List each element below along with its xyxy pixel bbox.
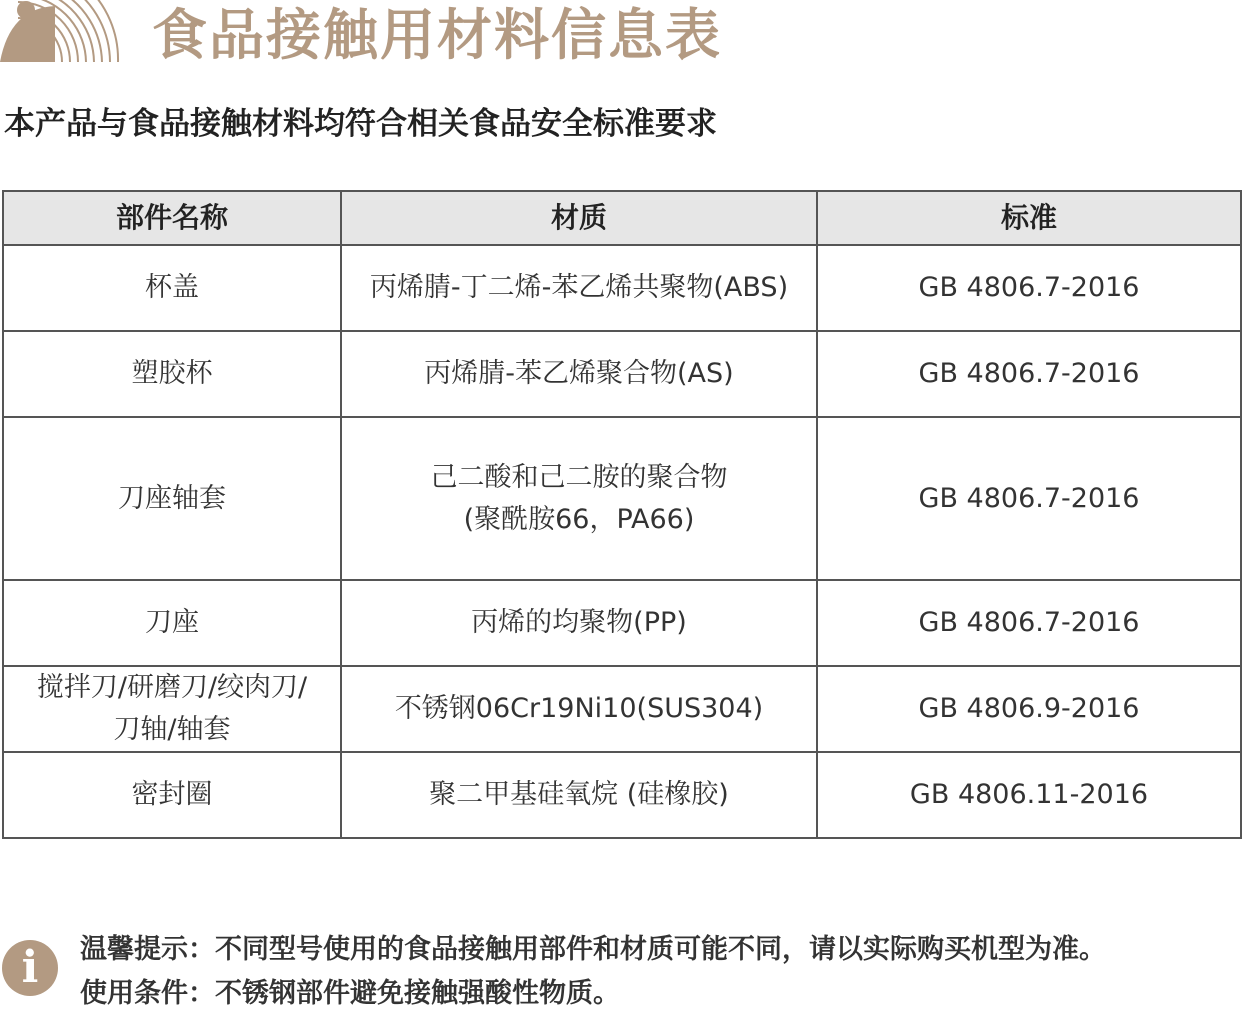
part-cell: 密封圈 (3, 752, 341, 838)
part-cell: 塑胶杯 (3, 331, 341, 417)
table-row (3, 331, 1241, 417)
part-line: 刀轴/轴套 (113, 714, 231, 745)
page-title: 食品接触用材料信息表 (152, 3, 723, 67)
part-cell: 杯盖 (3, 245, 341, 331)
table-row (3, 245, 1241, 331)
material-cell: 聚二甲基硅氧烷 (硅橡胶) (341, 752, 817, 838)
column-header-part: 部件名称 (3, 191, 341, 245)
table-row (3, 666, 1241, 752)
part-line: 搅拌刀/研磨刀/绞肉刀/ (36, 672, 308, 703)
column-header-standard: 标准 (817, 191, 1241, 245)
material-cell (341, 417, 817, 580)
part-cell: 刀座 (3, 580, 341, 666)
tip-text: 温馨提示：不同型号使用的食品接触用部件和材质可能不同，请以实际购买机型为准。 (80, 934, 1106, 965)
table-row (3, 752, 1241, 838)
column-header-material: 材质 (341, 191, 817, 245)
material-cell: 丙烯腈-丁二烯-苯乙烯共聚物(ABS) (341, 245, 817, 331)
compliance-statement: 本产品与食品接触材料均符合相关食品安全标准要求 (4, 106, 717, 142)
part-cell (3, 666, 341, 752)
standard-cell: GB 4806.11-2016 (817, 752, 1241, 838)
standard-cell: GB 4806.7-2016 (817, 331, 1241, 417)
table-row (3, 580, 1241, 666)
material-line: 己二酸和己二胺的聚合物 (430, 461, 728, 493)
notice-section (0, 918, 1242, 1008)
material-cell: 丙烯腈-苯乙烯聚合物(AS) (341, 331, 817, 417)
standard-cell: GB 4806.7-2016 (817, 417, 1241, 580)
material-info-table (2, 190, 1242, 839)
standard-cell: GB 4806.7-2016 (817, 245, 1241, 331)
table-header-row (3, 191, 1241, 245)
material-line: (聚酰胺66，PA66) (463, 503, 695, 535)
material-cell: 不锈钢06Cr19Ni10(SUS304) (341, 666, 817, 752)
material-cell: 丙烯的均聚物(PP) (341, 580, 817, 666)
rainbow-arc-logo-icon (0, 0, 130, 70)
standard-cell: GB 4806.9-2016 (817, 666, 1241, 752)
part-cell: 刀座轴套 (3, 417, 341, 580)
standard-cell: GB 4806.7-2016 (817, 580, 1241, 666)
info-icon: i (2, 940, 58, 996)
table-row (3, 417, 1241, 580)
usage-condition-text: 使用条件：不锈钢部件避免接触强酸性物质。 (80, 978, 620, 1009)
